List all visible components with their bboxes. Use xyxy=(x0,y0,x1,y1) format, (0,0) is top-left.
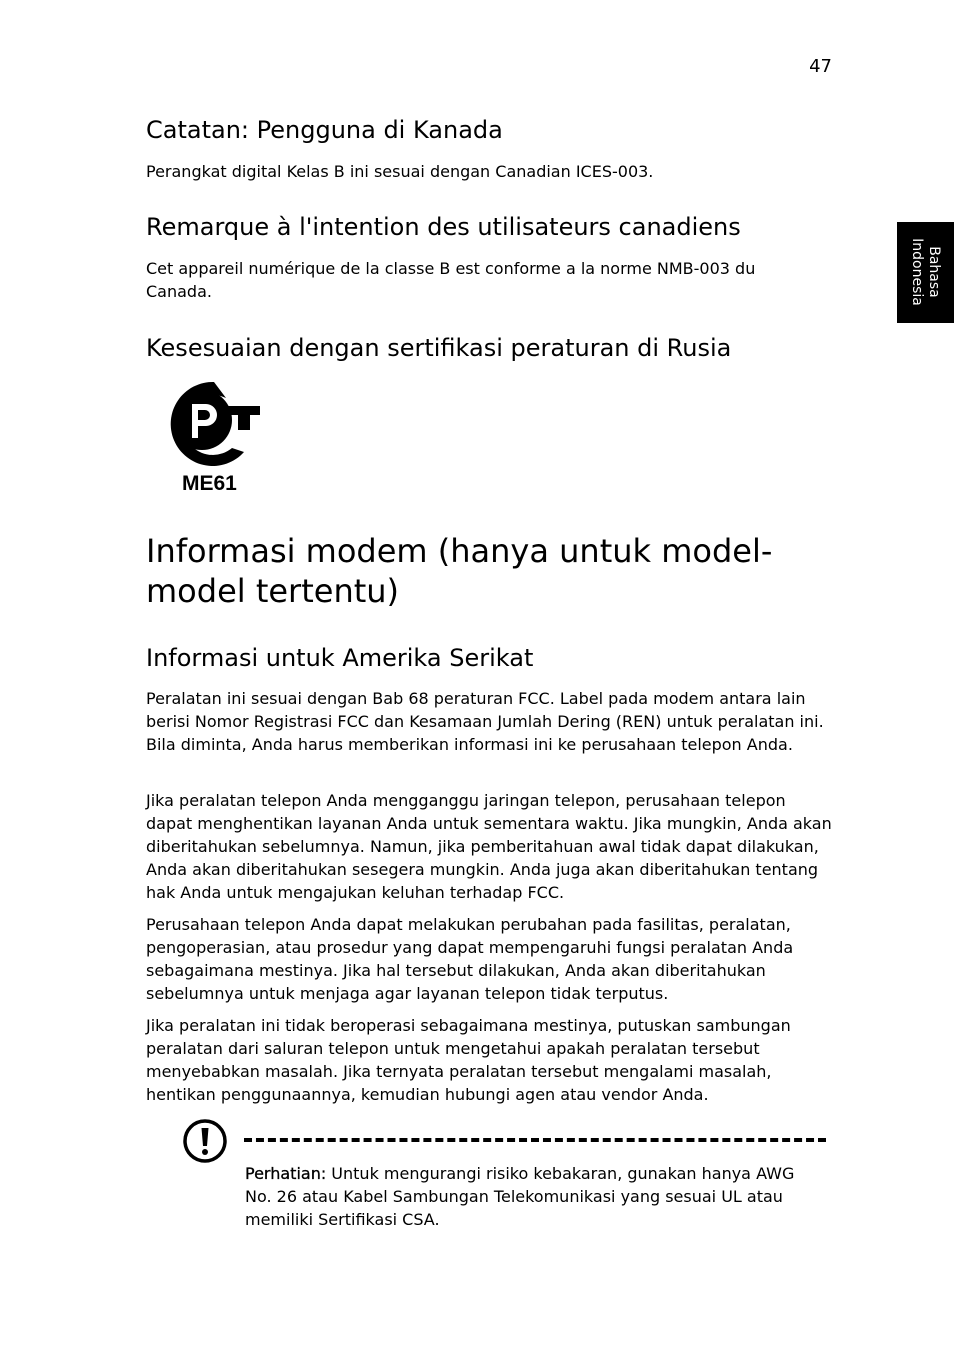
language-tab-line-1: Bahasa xyxy=(926,246,942,298)
language-side-tab xyxy=(897,222,954,323)
page-number: 47 xyxy=(809,56,832,77)
paragraph-facility-changes: Perusahaan telepon Anda dapat melakukan perubahan pada fasilitas, peralatan, pengoperasian, atau prosedur yang dapat mempengaruhi fungsi peralatan Anda sebagaimana mestinya. Jika hal tersebut dilakukan, Anda akan diberitahukan sebelumnya untuk menjaga agar layanan telepon tidak terputus. xyxy=(146,915,794,1003)
heading-canada-french: Remarque à l'intention des utilisateurs canadiens xyxy=(146,213,741,241)
language-tab-line-2: Indonesia xyxy=(909,238,925,306)
caution-note-text: Untuk mengurangi risiko kebakaran, gunakan hanya AWG No. 26 atau Kabel Sambungan Telekomunikasi yang sesuai UL atau memiliki Sertifikasi CSA. xyxy=(245,1164,795,1229)
modem-section-title: Informasi modem (hanya untuk model-model tertentu) xyxy=(146,532,773,610)
heading-us-information: Informasi untuk Amerika Serikat xyxy=(146,644,534,672)
warning-exclamation-icon xyxy=(182,1118,228,1164)
note-divider xyxy=(244,1138,826,1142)
certification-code-label: ME61 xyxy=(182,472,237,495)
text-canada-french: Cet appareil numérique de la classe B est conforme a la norme NMB-003 du Canada. xyxy=(146,259,756,301)
caution-note-label: Perhatian: xyxy=(245,1164,327,1183)
paragraph-malfunction: Jika peralatan ini tidak beroperasi sebagaimana mestinya, putuskan sambungan peralatan dari saluran telepon untuk mengetahui apakah peralatan tersebut menyebabkan masalah. Jika ternyata peralatan tersebut mengalami masalah, hentikan penggunaannya, kemudian hubungi agen atau vendor Anda. xyxy=(146,1016,791,1104)
paragraph-fcc-part-68: Peralatan ini sesuai dengan Bab 68 peraturan FCC. Label pada modem antara lain berisi Nomor Registrasi FCC dan Kesamaan Jumlah Dering (REN) untuk peralatan ini. Bila diminta, Anda harus memberikan informasi ini ke perusahaan telepon Anda. xyxy=(146,689,824,754)
caution-note xyxy=(245,1162,825,1231)
text-canada-indonesian: Perangkat digital Kelas B ini sesuai dengan Canadian ICES-003. xyxy=(146,162,654,181)
paragraph-network-interference: Jika peralatan telepon Anda mengganggu jaringan telepon, perusahaan telepon dapat menghentikan layanan Anda untuk sementara waktu. Jika mungkin, Anda akan diberitahukan sebelumnya. Namun, jika pemberitahuan awal tidak dapat dilakukan, Anda akan diberitahukan sesegera mungkin. Anda juga akan diberitahukan tentang hak Anda untuk mengajukan keluhan terhadap FCC. xyxy=(146,791,832,902)
heading-canada-indonesian: Catatan: Pengguna di Kanada xyxy=(146,116,503,144)
heading-russia-certification: Kesesuaian dengan sertifikasi peraturan di Rusia xyxy=(146,334,732,362)
language-side-tab-label xyxy=(908,238,942,306)
